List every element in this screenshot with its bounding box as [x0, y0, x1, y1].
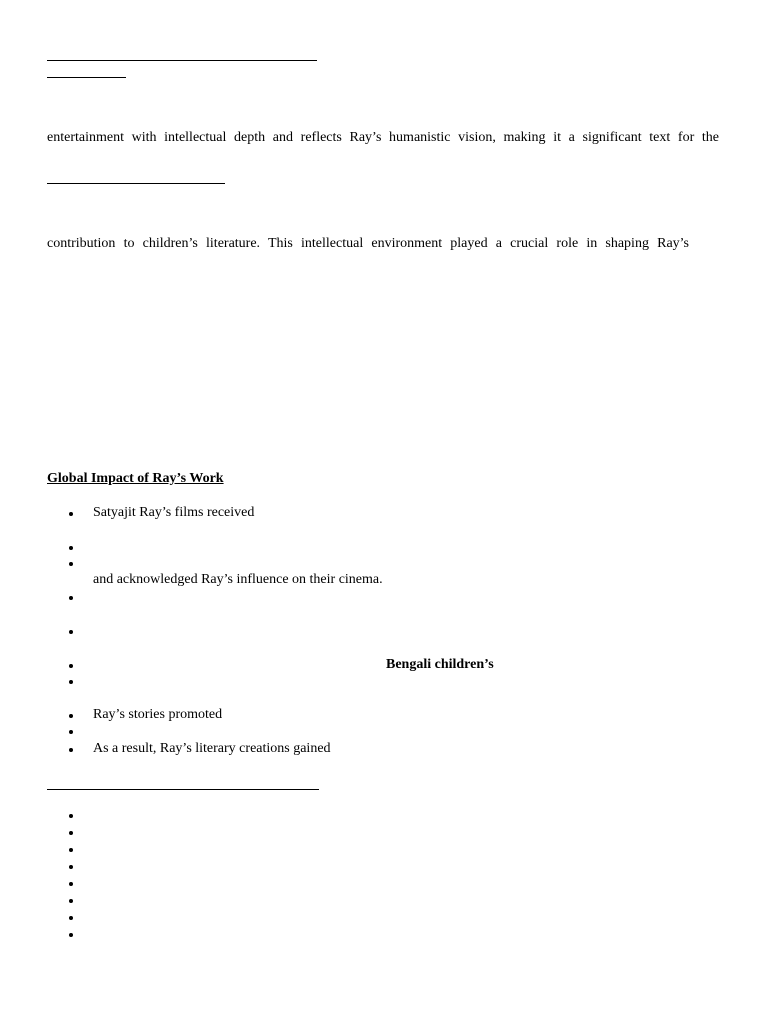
- bullet-icon: [68, 556, 76, 572]
- bullet-icon: [68, 859, 76, 875]
- paragraph-1-line: entertainment with intellectual depth and reflects Ray’s humanistic vision, making it a significant text for the: [47, 130, 719, 145]
- bullet-icon: [68, 842, 76, 858]
- bullet-icon: [68, 506, 76, 522]
- bullet-icon: [68, 590, 76, 606]
- bullet-icon: [68, 876, 76, 892]
- header-rule-long: [47, 60, 317, 61]
- section-rule-1: [47, 183, 225, 184]
- bullet-icon: [68, 540, 76, 556]
- global-impact-item-3-continuation: and acknowledged Ray’s influence on their cinema.: [93, 572, 383, 587]
- bullet-icon: [68, 808, 76, 824]
- bullet-icon: [68, 658, 76, 674]
- global-impact-item-10: As a result, Ray’s literary creations gained: [93, 741, 331, 756]
- bullet-icon: [68, 674, 76, 690]
- bullet-icon: [68, 742, 76, 758]
- global-impact-item-8: Ray’s stories promoted: [93, 707, 223, 722]
- bullet-icon: [68, 825, 76, 841]
- header-rule-short: [47, 77, 126, 78]
- paragraph-2-line: contribution to children’s literature. This intellectual environment played a crucial role in shaping Ray’s: [47, 236, 689, 251]
- bullet-icon: [68, 708, 76, 724]
- global-impact-item-6-fragment: Bengali children’s: [386, 657, 494, 672]
- bullet-icon: [68, 624, 76, 640]
- bullet-icon: [68, 724, 76, 740]
- section-rule-2: [47, 789, 319, 790]
- bullet-icon: [68, 893, 76, 909]
- global-impact-heading: Global Impact of Ray’s Work: [47, 471, 224, 486]
- global-impact-item-1: Satyajit Ray’s films received: [93, 505, 255, 520]
- bullet-icon: [68, 910, 76, 926]
- bullet-icon: [68, 927, 76, 943]
